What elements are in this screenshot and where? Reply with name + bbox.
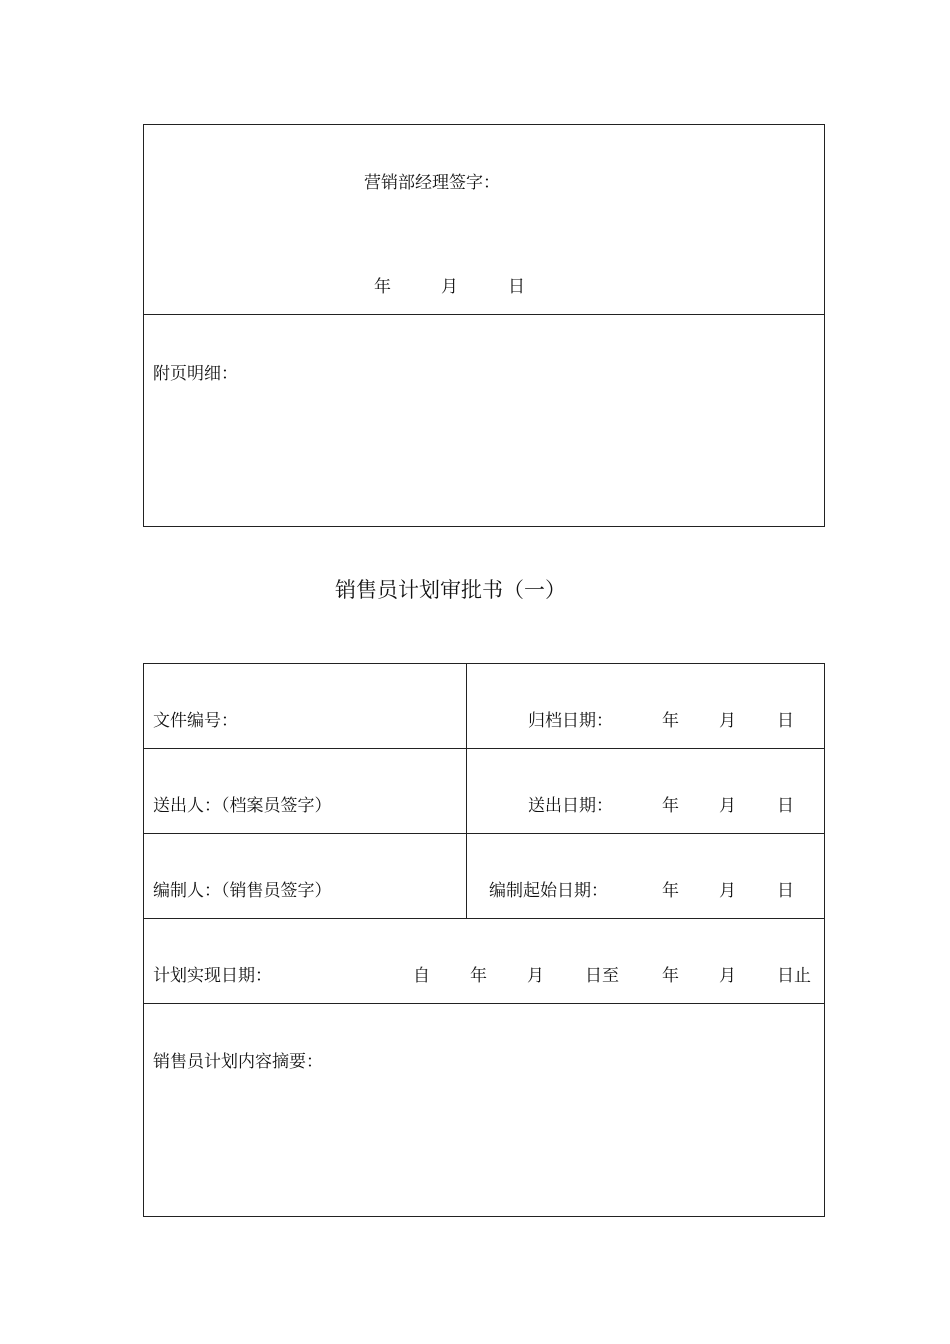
send-date-label: 送出日期： bbox=[528, 796, 613, 816]
manager-date-day: 日 bbox=[508, 277, 525, 297]
manager-date-month: 月 bbox=[441, 277, 458, 297]
edit-start-date-day: 日 bbox=[777, 881, 794, 901]
manager-date-year: 年 bbox=[374, 277, 391, 297]
plan-period-from: 自 bbox=[413, 966, 430, 986]
plan-start-year: 年 bbox=[470, 966, 487, 986]
plan-summary-label: 销售员计划内容摘要： bbox=[153, 1052, 323, 1072]
editor-label: 编制人：（销售员签字） bbox=[153, 881, 332, 901]
plan-end-month: 月 bbox=[719, 966, 736, 986]
form-row-divider-4 bbox=[143, 1003, 825, 1004]
archive-date-month: 月 bbox=[719, 711, 736, 731]
plan-end-day: 日止 bbox=[777, 966, 811, 986]
form-row-divider-3 bbox=[143, 918, 825, 919]
send-date-day: 日 bbox=[777, 796, 794, 816]
edit-start-date-label: 编制起始日期： bbox=[489, 881, 608, 901]
archive-date-year: 年 bbox=[662, 711, 679, 731]
manager-signature-label: 营销部经理签字： bbox=[364, 173, 500, 193]
file-number-label: 文件编号： bbox=[153, 711, 238, 731]
sender-label: 送出人：（档案员签字） bbox=[153, 796, 332, 816]
archive-date-label: 归档日期： bbox=[528, 711, 613, 731]
send-date-year: 年 bbox=[662, 796, 679, 816]
form-title: 销售员计划审批书（一） bbox=[335, 578, 566, 602]
form-row-divider-2 bbox=[143, 833, 825, 834]
edit-start-date-month: 月 bbox=[719, 881, 736, 901]
plan-period-label: 计划实现日期： bbox=[153, 966, 272, 986]
top-box-divider bbox=[143, 314, 825, 315]
plan-start-day-to: 日至 bbox=[585, 966, 619, 986]
plan-end-year: 年 bbox=[662, 966, 679, 986]
attachment-details-label: 附页明细： bbox=[153, 364, 238, 384]
form-column-divider bbox=[466, 663, 467, 919]
plan-start-month: 月 bbox=[527, 966, 544, 986]
form-row-divider-1 bbox=[143, 748, 825, 749]
edit-start-date-year: 年 bbox=[662, 881, 679, 901]
send-date-month: 月 bbox=[719, 796, 736, 816]
plan-approval-form bbox=[143, 663, 825, 1217]
archive-date-day: 日 bbox=[777, 711, 794, 731]
